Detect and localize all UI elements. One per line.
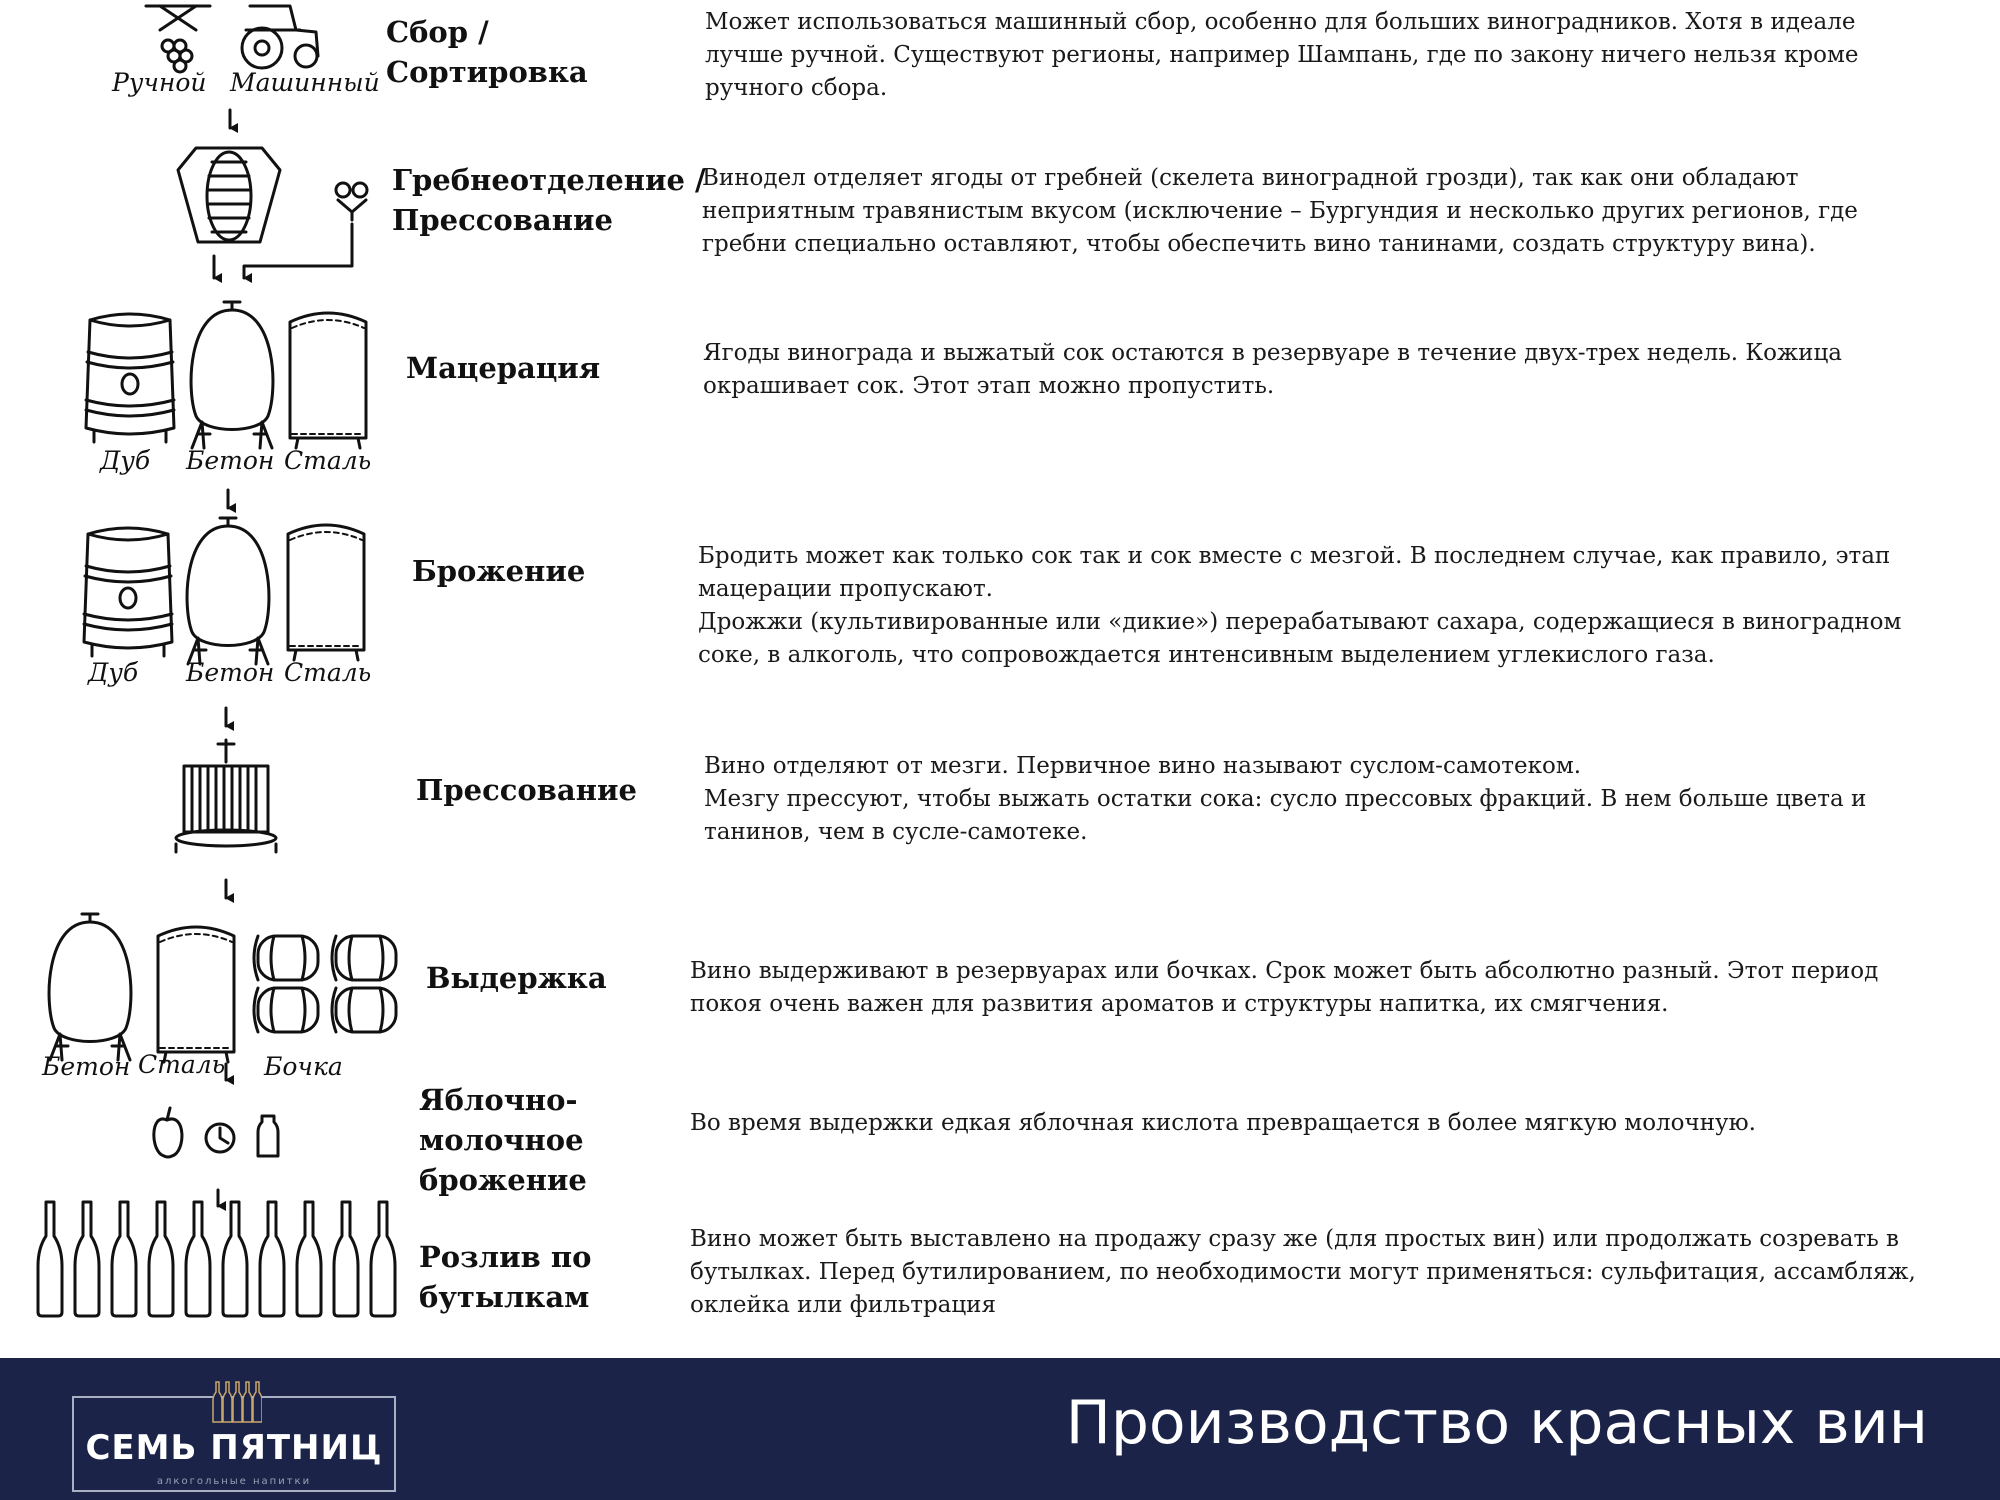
footer-bar <box>0 1358 2000 1500</box>
step-title-fermentation: Брожение <box>412 554 586 588</box>
step-title-pressing: Прессование <box>416 773 637 807</box>
step-title-malolactic: Яблочно- молочное брожение <box>419 1083 587 1197</box>
tractor-icon <box>242 6 318 68</box>
caption-steel: Сталь <box>284 658 372 687</box>
caption-steel: Сталь <box>138 1050 226 1079</box>
page-title: Производство красных вин <box>1065 1388 1928 1458</box>
brand-logo <box>72 1396 396 1492</box>
oak-vat-icon <box>86 314 174 442</box>
step-title-bottling: Розлив по бутылкам <box>419 1240 592 1314</box>
destemmer-icon <box>178 148 280 242</box>
caption-concrete: Бетон <box>186 658 275 687</box>
caption-barrel: Бочка <box>264 1052 343 1081</box>
logo-text: СЕМЬ ПЯТНИЦ <box>74 1428 394 1468</box>
logo-subtext: алкогольные напитки <box>156 1476 312 1487</box>
step-title-harvest: Сбор / Сортировка <box>386 15 588 89</box>
steel-tank-icon <box>158 927 234 1062</box>
barrel-icon <box>254 936 396 1032</box>
step-desc-bottling: Вино может быть выставлено на продажу сразу же (для простых вин) или продолжать созревать в бутылках. Перед бутилированием, по необходимости могут применяться: сульфитация, ассамбляж, оклейка или фильтрация <box>690 1226 1916 1318</box>
apple-icon <box>154 1108 182 1157</box>
basket-press-icon <box>176 740 276 852</box>
step-desc-maceration: Ягоды винограда и выжатый сок остаются в резервуаре в течение двух-трех недель. Кожица окрашивает сок. Этот этап можно пропустить. <box>703 340 1842 399</box>
concrete-egg-icon <box>187 518 269 664</box>
milk-bottle-icon <box>258 1116 278 1156</box>
caption-hand: Ручной <box>112 68 207 97</box>
caption-concrete: Бетон <box>186 446 275 475</box>
step-title-aging: Выдержка <box>426 961 607 995</box>
concrete-egg-icon <box>49 914 131 1060</box>
caption-oak: Дуб <box>88 658 139 687</box>
grape-stem-icon <box>336 183 367 220</box>
steel-tank-icon <box>290 313 366 448</box>
grape-vine-icon <box>146 6 210 72</box>
step-desc-fermentation: Бродить может как только сок так и сок вместе с мезгой. В последнем случае, как правило, этап мацерации пропускают. Дрожжи (культивированные или «дикие») перерабатывают сахара, содержащиеся в виноградном соке, в алкоголь, что сопровождается интенсивным выделением углекислого газа. <box>698 543 1902 668</box>
wine-bottle-icon <box>38 1202 395 1316</box>
step-desc-destemming: Винодел отделяет ягоды от гребней (скелета виноградной грозди), так как они обладают неприятным травянистым вкусом (исключение – Бургундия и несколько других регионов, где гребни специально оставляют, чтобы обеспечить вино танинами, создать структуру вина). <box>702 165 1858 257</box>
step-title-maceration: Мацерация <box>406 351 601 385</box>
steel-tank-icon <box>288 525 364 660</box>
step-desc-aging: Вино выдерживают в резервуарах или бочках. Срок может быть абсолютно разный. Этот период покоя очень важен для развития ароматов и структуры напитка, их смягчения. <box>690 958 1879 1017</box>
bottles-logo-icon <box>210 1380 262 1424</box>
clock-icon <box>206 1124 234 1152</box>
caption-machine: Машинный <box>230 68 380 97</box>
caption-steel: Сталь <box>284 446 372 475</box>
step-desc-harvest: Может использоваться машинный сбор, особенно для больших виноградников. Хотя в идеале лучше ручной. Существуют регионы, например Шампань, где по закону ничего нельзя кроме ручного сбора. <box>705 9 1859 101</box>
caption-concrete: Бетон <box>42 1052 131 1081</box>
step-title-destemming: Гребнеотделение / Прессование <box>392 163 706 237</box>
concrete-egg-icon <box>191 302 273 448</box>
oak-vat-icon <box>84 528 172 656</box>
step-desc-pressing: Вино отделяют от мезги. Первичное вино называют суслом-самотеком. Мезгу прессуют, чтобы выжать остатки сока: сусло прессовых фракций. В нем больше цвета и танинов, чем в сусле-самотеке. <box>704 753 1867 845</box>
caption-oak: Дуб <box>100 446 151 475</box>
step-desc-malolactic: Во время выдержки едкая яблочная кислота превращается в более мягкую молочную. <box>690 1110 1756 1136</box>
